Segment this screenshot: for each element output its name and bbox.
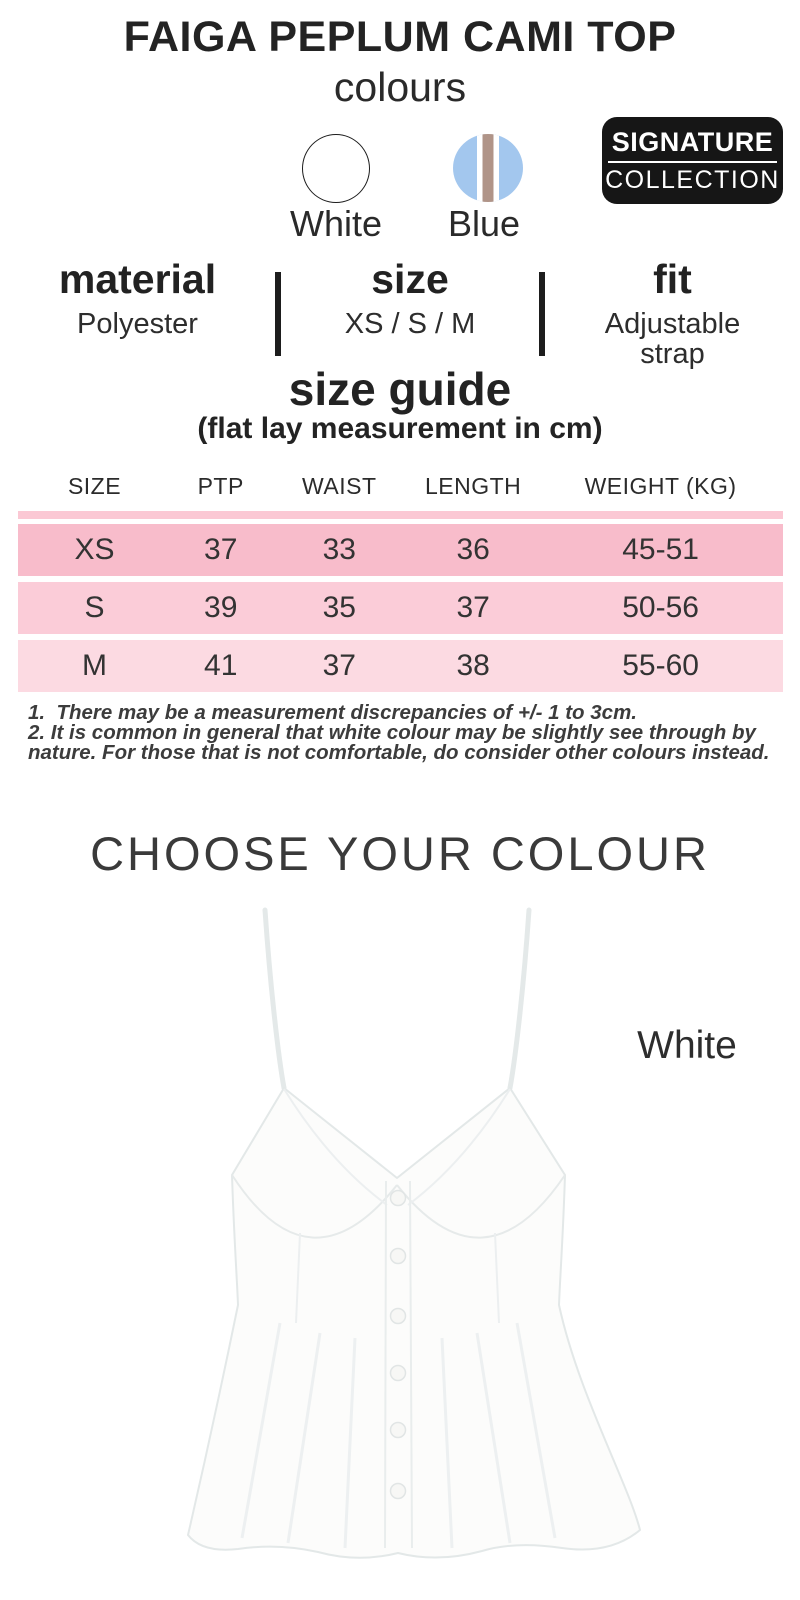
table-header-row — [18, 466, 783, 500]
attribute-value: Polyester — [77, 308, 198, 340]
attribute-fit — [545, 256, 800, 369]
table-row — [18, 524, 783, 576]
column-header: WAIST — [302, 473, 377, 499]
swatch-stripe — [483, 134, 494, 202]
table-cell: M — [82, 649, 107, 682]
column-header: LENGTH — [425, 473, 522, 499]
size-guide-heading: size guide — [288, 363, 512, 415]
table-cell: 41 — [204, 649, 238, 682]
table-cell: 50-56 — [622, 591, 699, 624]
colours-heading: colours — [333, 64, 467, 110]
blue-colour-swatch-icon — [453, 134, 523, 202]
table-cell: XS — [74, 533, 115, 566]
column-header: WEIGHT (KG) — [584, 473, 737, 499]
attributes-row — [0, 256, 800, 369]
column-header: PTP — [197, 473, 244, 499]
table-row — [18, 582, 783, 634]
table-cell: 39 — [204, 591, 238, 624]
size-guide-subheading: (flat lay measurement in cm) — [197, 412, 603, 445]
attribute-label: fit — [653, 256, 692, 302]
table-cell: 33 — [322, 533, 356, 566]
white-colour-swatch-icon — [302, 134, 370, 203]
table-cell: 55-60 — [622, 649, 699, 682]
signature-collection-badge — [602, 117, 783, 204]
attribute-value: XS / S / M — [344, 308, 476, 340]
table-cell: 37 — [322, 649, 356, 682]
garment-placket — [385, 1181, 386, 1548]
attribute-value: Adjustable strap — [604, 308, 741, 370]
swatch-label-white: White — [289, 203, 383, 244]
table-row — [18, 640, 783, 692]
table-cell: S — [84, 591, 105, 624]
badge-line-2: COLLECTION — [605, 165, 780, 194]
table-cell: 37 — [456, 591, 490, 624]
swatch-label-blue: Blue — [447, 203, 521, 244]
size-table — [18, 466, 783, 692]
attribute-size — [281, 256, 539, 339]
note-item: 2. It is common in general that white colour may be slightly see through by nature. For those that is not comfortable, do consider other colours instead. — [28, 721, 770, 764]
choose-colour-heading: CHOOSE YOUR COLOUR — [90, 827, 710, 880]
attribute-material — [0, 256, 275, 339]
garment-body — [188, 1088, 640, 1558]
garment-strap — [510, 910, 529, 1088]
notes — [28, 703, 776, 763]
table-accent-strip — [18, 511, 783, 519]
table-cell: 37 — [204, 533, 238, 566]
table-cell: 45-51 — [622, 533, 699, 566]
table-cell: 36 — [456, 533, 490, 566]
attribute-label: material — [58, 256, 217, 302]
product-title: FAIGA PEPLUM CAMI TOP — [123, 13, 677, 61]
white-cami-top-image — [180, 903, 650, 1563]
table-cell: 35 — [322, 591, 356, 624]
badge-line-1: SIGNATURE — [608, 127, 778, 163]
swatch-stripe — [477, 134, 499, 202]
colour-name-label: White — [637, 1024, 737, 1067]
column-header: SIZE — [67, 473, 122, 499]
table-body — [18, 524, 783, 692]
garment-strap — [265, 910, 284, 1088]
note-item: 1. There may be a measurement discrepancies of +/- 1 to 3cm. — [28, 701, 637, 724]
table-cell: 38 — [456, 649, 490, 682]
attribute-label: size — [371, 256, 449, 302]
